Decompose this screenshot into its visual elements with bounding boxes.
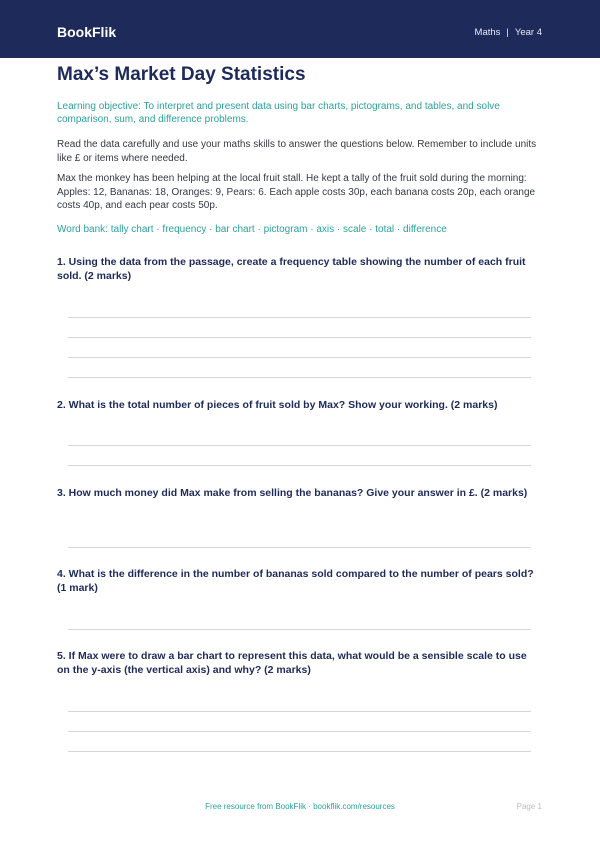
page-title: Max’s Market Day Statistics	[57, 64, 306, 85]
passage-text: Max the monkey has been helping at the local fruit stall. He kept a tally of the fruit sold during the morning: Apples: 12, Bananas: 18, Oranges: 9, Pears: 6. Each apple costs 30p, each banana costs 20p, each orange costs 40p, and each pear costs 50p.	[57, 173, 536, 211]
subject-label: Maths	[474, 27, 501, 38]
answer-line[interactable]	[68, 751, 531, 752]
answer-line[interactable]	[68, 445, 531, 446]
answer-line[interactable]	[68, 465, 531, 466]
page-header	[0, 0, 600, 58]
answer-line[interactable]	[68, 317, 531, 318]
year-label: Year 4	[514, 27, 542, 38]
instructions-text: Read the data carefully and use your maths skills to answer the questions below. Remember to include units like £ or items where needed.	[57, 139, 537, 164]
question-2: 2. What is the total number of pieces of fruit sold by Max? Show your working. (2 marks)	[57, 399, 498, 411]
question-5: 5. If Max were to draw a bar chart to represent this data, what would be a sensible scale to use on the y-axis (the vertical axis) and why? (2 marks)	[57, 650, 527, 676]
header-separator: |	[506, 27, 509, 38]
learning-objective: Learning objective: To interpret and present data using bar charts, pictograms, and tables, and solve comparison, sum, and difference problems.	[57, 101, 500, 125]
page-number: Page 1	[516, 802, 542, 811]
answer-line[interactable]	[68, 547, 531, 548]
question-1: 1. Using the data from the passage, create a frequency table showing the number of each fruit sold. (2 marks)	[57, 256, 526, 282]
subject-year-label	[475, 27, 542, 38]
word-bank: Word bank: tally chart · frequency · bar chart · pictogram · axis · scale · total · difference	[57, 224, 447, 235]
answer-line[interactable]	[68, 337, 531, 338]
answer-line[interactable]	[68, 357, 531, 358]
answer-line[interactable]	[68, 629, 531, 630]
answer-line[interactable]	[68, 711, 531, 712]
question-4: 4. What is the difference in the number of bananas sold compared to the number of pears sold? (1 mark)	[57, 568, 534, 594]
question-3: 3. How much money did Max make from selling the bananas? Give your answer in £. (2 marks)	[57, 487, 528, 499]
footer-credit: Free resource from BookFlik · bookflik.com/resources	[205, 802, 395, 811]
answer-line[interactable]	[68, 731, 531, 732]
answer-line[interactable]	[68, 377, 531, 378]
brand-logo-text: BookFlik	[57, 24, 117, 40]
